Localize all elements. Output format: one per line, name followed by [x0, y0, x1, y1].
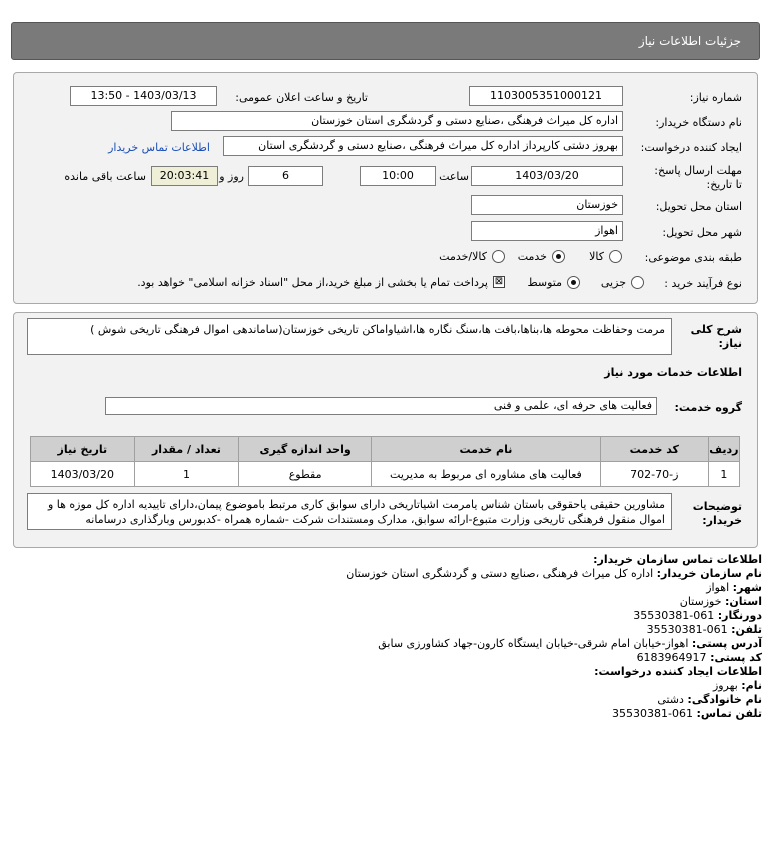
page-title: جزئیات اطلاعات نیاز [638, 34, 741, 48]
col-unit-header: واحد اندازه گیری [239, 437, 372, 462]
org-city-line [706, 581, 762, 594]
description-field: مرمت وحفاظت محوطه ها،بناها،بافت ها،سنگ نگاره ها،اشیاواماکن تاریخی خوزستان(ساماندهی اموال فرهنگی تاریخی شوش ) [27, 318, 672, 355]
creator-phone-line [612, 707, 762, 720]
category-option-service: خدمت [517, 250, 547, 263]
creator-label: ایجاد کننده درخواست: [640, 141, 742, 154]
cell-code: ز-70-702 [600, 462, 708, 487]
category-radio-service[interactable] [552, 250, 565, 263]
creator-first-name-line [713, 679, 762, 692]
remaining-label: ساعت باقی مانده [64, 170, 146, 183]
days-field: 6 [248, 166, 323, 186]
org-address-line [378, 637, 762, 650]
org-province-value: خوزستان [679, 595, 722, 608]
org-name-line [346, 567, 762, 580]
col-date-header: تاریخ نیاز [31, 437, 135, 462]
col-code-header: کد خدمت [600, 437, 708, 462]
buyer-org-field: اداره کل میراث فرهنگی ،صنایع دستی و گردشگری استان خوزستان [171, 111, 623, 131]
org-city-label: شهر: [732, 581, 762, 594]
table-header-row [31, 437, 740, 462]
org-phone-value: 061-35530381 [646, 623, 728, 636]
creator-last-name-label: نام خانوادگی: [687, 693, 762, 706]
creator-contact-heading: اطلاعات ایجاد کننده درخواست: [594, 665, 762, 678]
org-address-value: اهواز-خیابان امام شرقی-خیابان ایستگاه کارون-جهاد کشاورزی سابق [378, 637, 689, 650]
org-province-line [680, 595, 762, 608]
creator-field: بهروز دشتی کارپرداز اداره کل میراث فرهنگی ،صنایع دستی و گردشگری استان [223, 136, 623, 156]
buyer-org-label: نام دستگاه خریدار: [655, 116, 742, 129]
org-name-label: نام سازمان خریدار: [656, 567, 762, 580]
table-row [31, 462, 740, 487]
cell-qty: 1 [134, 462, 239, 487]
process-radio-medium[interactable] [567, 276, 580, 289]
page-header [11, 22, 760, 60]
col-row-header: ردیف [708, 437, 739, 462]
service-group-label: گروه خدمت: [674, 401, 742, 414]
cell-row: 1 [708, 462, 739, 487]
time-label: ساعت [439, 170, 469, 183]
deadline-date-field: 1403/03/20 [471, 166, 623, 186]
province-field: خوزستان [471, 195, 623, 215]
need-number-label: شماره نیاز: [689, 91, 742, 104]
org-fax-value: 061-35530381 [633, 609, 715, 622]
need-number-field: 1103005351000121 [469, 86, 623, 106]
creator-first-name-value: بهروز [712, 679, 738, 692]
org-postal-value: 6183964917 [636, 651, 707, 664]
city-label: شهر محل تحویل: [662, 226, 742, 239]
process-radio-minor[interactable] [631, 276, 644, 289]
creator-first-name-label: نام: [741, 679, 762, 692]
cell-date: 1403/03/20 [31, 462, 135, 487]
announce-label: تاریخ و ساعت اعلان عمومی: [235, 91, 368, 104]
buyer-notes-label: توضیحات خریدار: [692, 500, 742, 527]
org-fax-label: دورنگار: [717, 609, 762, 622]
category-option-goods-service: کالا/خدمت [439, 250, 487, 263]
announce-field: 1403/03/13 - 13:50 [70, 86, 217, 106]
category-radio-goods-service[interactable] [492, 250, 505, 263]
treasury-checkbox[interactable]: ⊠ [494, 276, 504, 287]
service-group-field: فعالیت های حرفه ای، علمی و فنی [105, 397, 657, 415]
province-label: استان محل تحویل: [655, 200, 742, 213]
org-contact-heading: اطلاعات تماس سازمان خریدار: [593, 553, 762, 566]
creator-phone-value: 061-35530381 [612, 707, 694, 720]
city-field: اهواز [471, 221, 623, 241]
org-phone-label: تلفن: [731, 623, 762, 636]
org-postal-line [637, 651, 762, 664]
creator-phone-label: تلفن تماس: [696, 707, 762, 720]
org-province-label: استان: [725, 595, 762, 608]
col-qty-header: تعداد / مقدار [134, 437, 239, 462]
services-table [30, 436, 740, 487]
category-option-goods: کالا [589, 250, 604, 263]
description-label: شرح کلی نیاز: [690, 323, 742, 350]
buyer-contact-link[interactable]: اطلاعات تماس خریدار [108, 141, 210, 154]
org-city-value: اهواز [706, 581, 730, 594]
org-address-label: آدرس پستی: [691, 637, 762, 650]
need-info-panel [13, 72, 758, 304]
services-heading: اطلاعات خدمات مورد نیاز [604, 366, 742, 379]
creator-last-name-line [657, 693, 762, 706]
payment-note: پرداخت تمام یا بخشی از مبلغ خرید،از محل "اسناد خزانه اسلامی" خواهد بود. [137, 276, 488, 289]
cell-name: فعالیت های مشاوره ای مربوط به مدیریت [371, 462, 600, 487]
category-label: طبقه بندی موضوعی: [644, 251, 742, 264]
cell-unit: مقطوع [239, 462, 372, 487]
org-postal-label: کد پستی: [710, 651, 762, 664]
buyer-notes-field: مشاورین حقیقی یاحقوقی باستان شناس یامرمت اشیاتاریخی دارای سوابق کاری مرتبط باموضوع پیمان،دارای تاییدیه اداره کل موزه ها و اموال منقول فرهنگی تاریخی وزارت متبوع-ارائه سوابق، مدارک ومستندات شرکت -شماره همراه -کدبورس وبارگذاری درسامانه [27, 493, 672, 530]
process-label: نوع فرآیند خرید : [664, 277, 742, 290]
process-option-medium: متوسط [527, 276, 562, 289]
creator-last-name-value: دشتی [657, 693, 684, 706]
process-option-minor: جزیی [600, 276, 626, 289]
deadline-label: مهلت ارسال پاسخ: تا تاریخ: [654, 164, 742, 191]
col-name-header: نام خدمت [371, 437, 600, 462]
deadline-time-field: 10:00 [360, 166, 436, 186]
org-phone-line [647, 623, 762, 636]
category-radio-goods[interactable] [609, 250, 622, 263]
remaining-time-field: 20:03:41 [151, 166, 218, 186]
org-name-value: اداره کل میراث فرهنگی ،صنایع دستی و گردشگری استان خوزستان [346, 567, 654, 580]
days-label: روز و [219, 170, 244, 183]
org-fax-line [633, 609, 762, 622]
